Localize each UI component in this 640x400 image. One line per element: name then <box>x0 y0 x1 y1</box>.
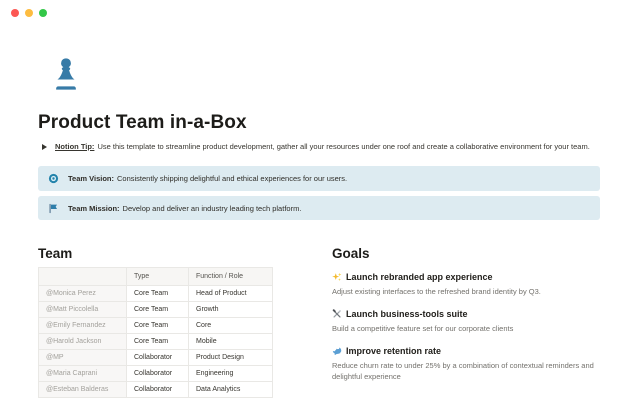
table-row <box>39 382 273 398</box>
goal-title: Launch rebranded app experience <box>346 272 493 282</box>
function-cell: Data Analytics <box>189 382 273 398</box>
goal-item <box>332 346 600 382</box>
person-mention[interactable]: @Emily Fernandez <box>39 318 127 334</box>
page-title: Product Team in-a-Box <box>38 112 247 133</box>
header-cell-type: Type <box>127 268 189 286</box>
type-cell: Collaborator <box>127 350 189 366</box>
tip-text: Use this template to streamline product development, gather all your resources under one roof and create a collaborative environment for your team. <box>97 142 590 151</box>
team-column <box>38 246 294 398</box>
goals-column <box>332 246 600 398</box>
table-row <box>39 350 273 366</box>
two-column-layout <box>38 246 600 398</box>
callout-text: Develop and deliver an industry leading tech platform. <box>122 203 302 213</box>
type-cell: Collaborator <box>127 366 189 382</box>
team-vision-callout <box>38 166 600 191</box>
header-cell-function: Function / Role <box>189 268 273 286</box>
table-row <box>39 286 273 302</box>
goal-description: Build a competitive feature set for our corporate clients <box>332 324 514 333</box>
callout-label: Team Mission: <box>68 203 120 213</box>
person-mention[interactable]: @Monica Perez <box>39 286 127 302</box>
header-cell-blank <box>39 268 127 286</box>
callout-text: Consistently shipping delightful and ethical experiences for our users. <box>117 174 348 183</box>
person-mention[interactable]: @Maria Caprani <box>39 366 127 382</box>
pawn-icon[interactable] <box>55 57 77 91</box>
person-mention[interactable]: @Esteban Balderas <box>39 382 127 398</box>
table-row <box>39 334 273 350</box>
goal-title: Launch business-tools suite <box>346 309 468 319</box>
goal-description: Reduce churn rate to under 25% by a combination of contextual reminders and delightful experience <box>332 361 594 381</box>
function-cell: Product Design <box>189 350 273 366</box>
tools-icon <box>332 309 342 319</box>
function-cell: Core <box>189 318 273 334</box>
table-row <box>39 302 273 318</box>
type-cell: Core Team <box>127 334 189 350</box>
minimize-button[interactable] <box>25 9 33 17</box>
goal-item <box>332 309 600 334</box>
person-mention[interactable]: @Harold Jackson <box>39 334 127 350</box>
goal-item <box>332 272 600 297</box>
goals-heading: Goals <box>332 246 370 261</box>
type-cell: Core Team <box>127 286 189 302</box>
person-mention[interactable]: @Matt Piccolella <box>39 302 127 318</box>
type-cell: Core Team <box>127 302 189 318</box>
goal-title: Improve retention rate <box>346 346 442 356</box>
function-cell: Head of Product <box>189 286 273 302</box>
toggle-triangle-icon[interactable] <box>42 144 47 150</box>
column-gap <box>294 246 332 398</box>
team-heading: Team <box>38 246 73 261</box>
flag-icon <box>48 203 59 214</box>
type-cell: Collaborator <box>127 382 189 398</box>
close-button[interactable] <box>11 9 19 17</box>
function-cell: Engineering <box>189 366 273 382</box>
function-cell: Mobile <box>189 334 273 350</box>
person-mention[interactable]: @MP <box>39 350 127 366</box>
team-mission-callout <box>38 196 600 220</box>
type-cell: Core Team <box>127 318 189 334</box>
page-body <box>38 0 600 398</box>
callout-label: Team Vision: <box>68 174 114 183</box>
table-header-row <box>39 268 273 286</box>
function-cell: Growth <box>189 302 273 318</box>
target-icon <box>48 173 59 184</box>
table-row <box>39 366 273 382</box>
team-table <box>38 267 273 398</box>
tip-label: Notion Tip: <box>55 142 95 151</box>
notion-tip <box>38 142 600 151</box>
goal-description: Adjust existing interfaces to the refreshed brand identity by Q3. <box>332 287 541 296</box>
table-row <box>39 318 273 334</box>
dolphin-icon <box>332 346 342 356</box>
sparkles-icon <box>332 272 342 282</box>
